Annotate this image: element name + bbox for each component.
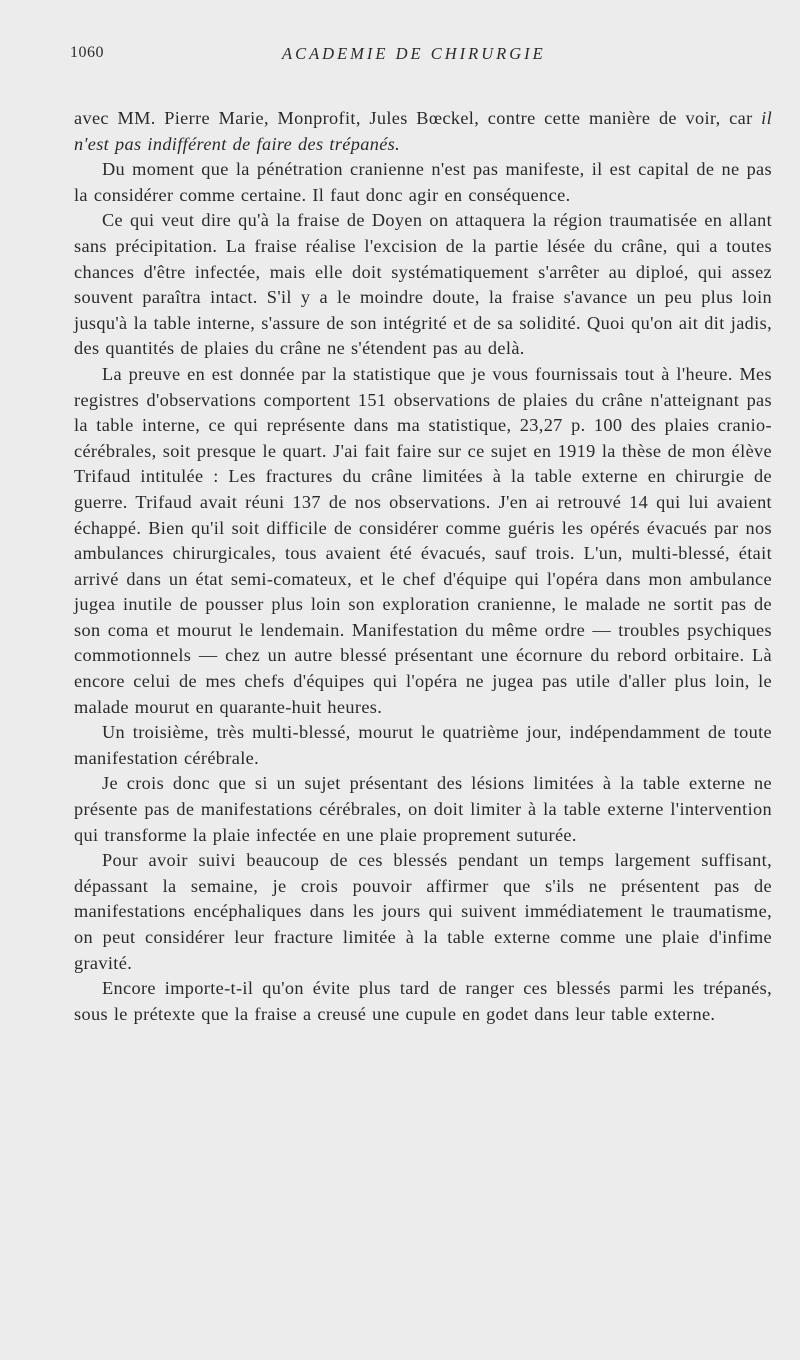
paragraph-5: Un troisième, très multi-blessé, mourut le quatrième jour, indépendamment de toute manifestation cérébrale.: [74, 722, 772, 768]
paragraph-3: Ce qui veut dire qu'à la fraise de Doyen on attaquera la région traumatisée en allant sans précipitation. La fraise réalise l'excision de la partie lésée du crâne, qui a toutes chances d'être infectée, mais elle doit systématiquement s'arrêter au diploé, qui assez souvent paraîtra intact. S'il y a le moindre doute, la fraise s'avance un peu plus loin jusqu'à la table interne, s'assure de son intégrité et de sa solidité. Quoi qu'on ait dit jadis, des quantités de plaies du crâne ne s'étendent pas au delà.: [74, 210, 772, 359]
paragraph-1-text: avec MM. Pierre Marie, Monprofit, Jules Bœckel, contre cette manière de voir, car: [74, 108, 762, 128]
paragraph-1: [74, 106, 772, 157]
page-number: 1060: [70, 44, 104, 61]
book-page: [0, 40, 800, 1360]
paragraph-7: Pour avoir suivi beaucoup de ces blessés pendant un temps largement suffisant, dépassant la semaine, je crois pouvoir affirmer que s'ils ne présentent pas de manifestations encéphaliques dans les jours qui suivent immédiatement le traumatisme, on peut considérer leur fracture limitée à la table externe comme une plaie d'infime gravité.: [74, 850, 772, 973]
paragraph-8: Encore importe-t-il qu'on évite plus tard de ranger ces blessés parmi les trépanés, sous le prétexte que la fraise a creusé une cupule en godet dans leur table externe.: [74, 978, 772, 1024]
paragraph-6: Je crois donc que si un sujet présentant des lésions limitées à la table externe ne présente pas de manifestations cérébrales, on doit limiter à la table externe l'intervention qui transforme la plaie infectée en une plaie proprement suturée.: [74, 773, 772, 845]
running-title: ACADEMIE DE CHIRURGIE: [282, 44, 546, 63]
paragraph-2: Du moment que la pénétration cranienne n'est pas manifeste, il est capital de ne pas la considérer comme certaine. Il faut donc agir en conséquence.: [74, 159, 772, 205]
page-header: [70, 40, 772, 80]
body-text: [74, 106, 772, 1027]
paragraph-1-italic: il n'est pas indifférent de faire des trépanés.: [74, 108, 772, 154]
paragraph-4: La preuve en est donnée par la statistique que je vous fournissais tout à l'heure. Mes registres d'observations comportent 151 observations de plaies du crâne n'atteignant pas la table interne, ce qui représente dans ma statistique, 23,27 p. 100 des plaies cranio-cérébrales, soit presque le quart. J'ai fait faire sur ce sujet en 1919 la thèse de mon élève Trifaud intitulée : Les fractures du crâne limitées à la table externe en chirurgie de guerre. Trifaud avait réuni 137 de nos observations. J'en ai retrouvé 14 qui lui avaient échappé. Bien qu'il soit difficile de considérer comme guéris les opérés évacués par nos ambulances chirurgicales, tous avaient été évacués, sauf trois. L'un, multi-blessé, était arrivé dans un état semi-comateux, et le chef d'équipe qui l'opéra dans mon ambulance jugea inutile de pousser plus loin son exploration cranienne, le malade ne sortit pas de son coma et mourut le lendemain. Manifestation du même ordre — troubles psychiques commotionnels — chez un autre blessé présentant une écornure du rebord orbitaire. Là encore celui de mes chefs d'équipes qui l'opéra ne jugea pas utile d'aller plus loin, le malade mourut en quarante-huit heures.: [74, 363, 772, 717]
